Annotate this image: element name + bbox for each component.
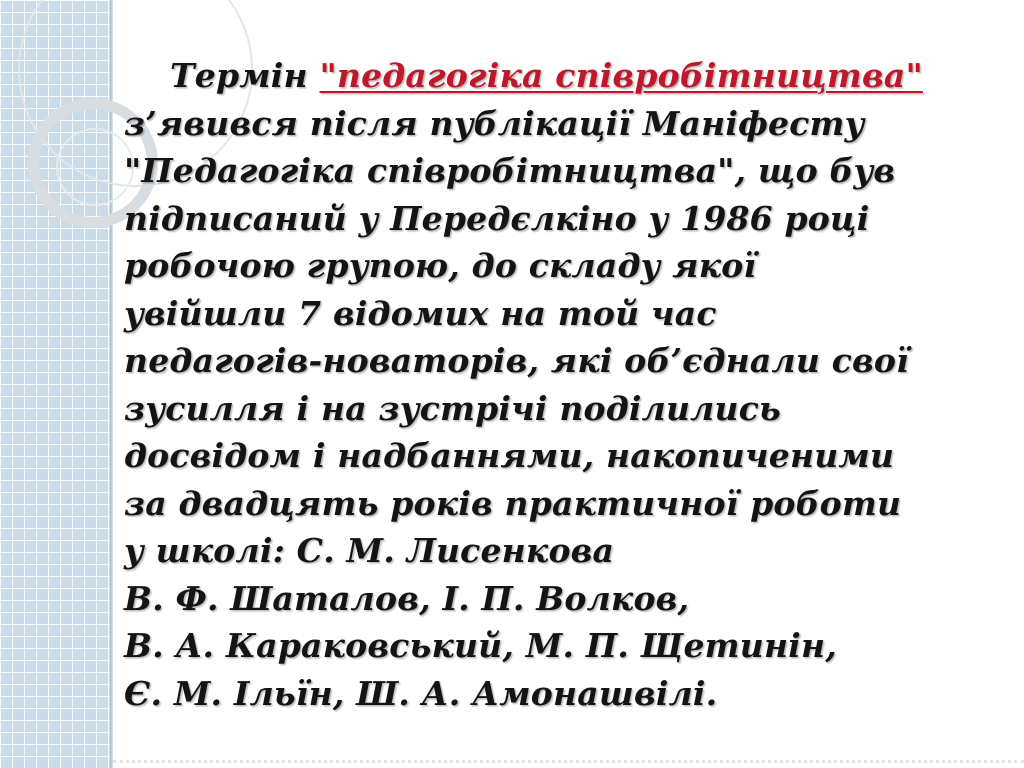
highlighted-term: "педагогіка співробітництва" [319, 56, 923, 95]
decorative-ring-small [56, 128, 134, 206]
body-paragraph [124, 52, 1004, 717]
paragraph-line: зусилля і на зустрічі поділились [124, 388, 781, 428]
paragraph-line: у школі: С. М. Лисенкова [124, 531, 615, 570]
bottom-dotted-divider [113, 760, 1024, 763]
paragraph-line: увійшли 7 відомих на той час [124, 293, 717, 333]
paragraph-line: за двадцять років практичної роботи [124, 483, 902, 523]
paragraph-first-line [124, 52, 1004, 100]
paragraph-line: "Педагогіка співробітництва", що був [124, 151, 896, 190]
paragraph-line: Є. М. Ільїн, Ш. А. Амонашвілі. [124, 673, 718, 713]
paragraph-line: досвідом і надбаннями, накопиченими [124, 436, 895, 475]
paragraph-line: В. Ф. Шаталов, І. П. Волков, [124, 578, 690, 618]
paragraph-line: з’явився після публікації Маніфесту [124, 103, 865, 143]
paragraph-line: педагогів-новаторів, які об’єднали свої [124, 341, 909, 380]
intro-word: Термін [170, 56, 308, 95]
paragraph-line: робочою групою, до складу якої [124, 246, 757, 285]
paragraph-line: В. А. Караковський, М. П. Щетинін, [124, 626, 837, 665]
paragraph-line: підписаний у Передєлкіно у 1986 році [124, 198, 870, 238]
